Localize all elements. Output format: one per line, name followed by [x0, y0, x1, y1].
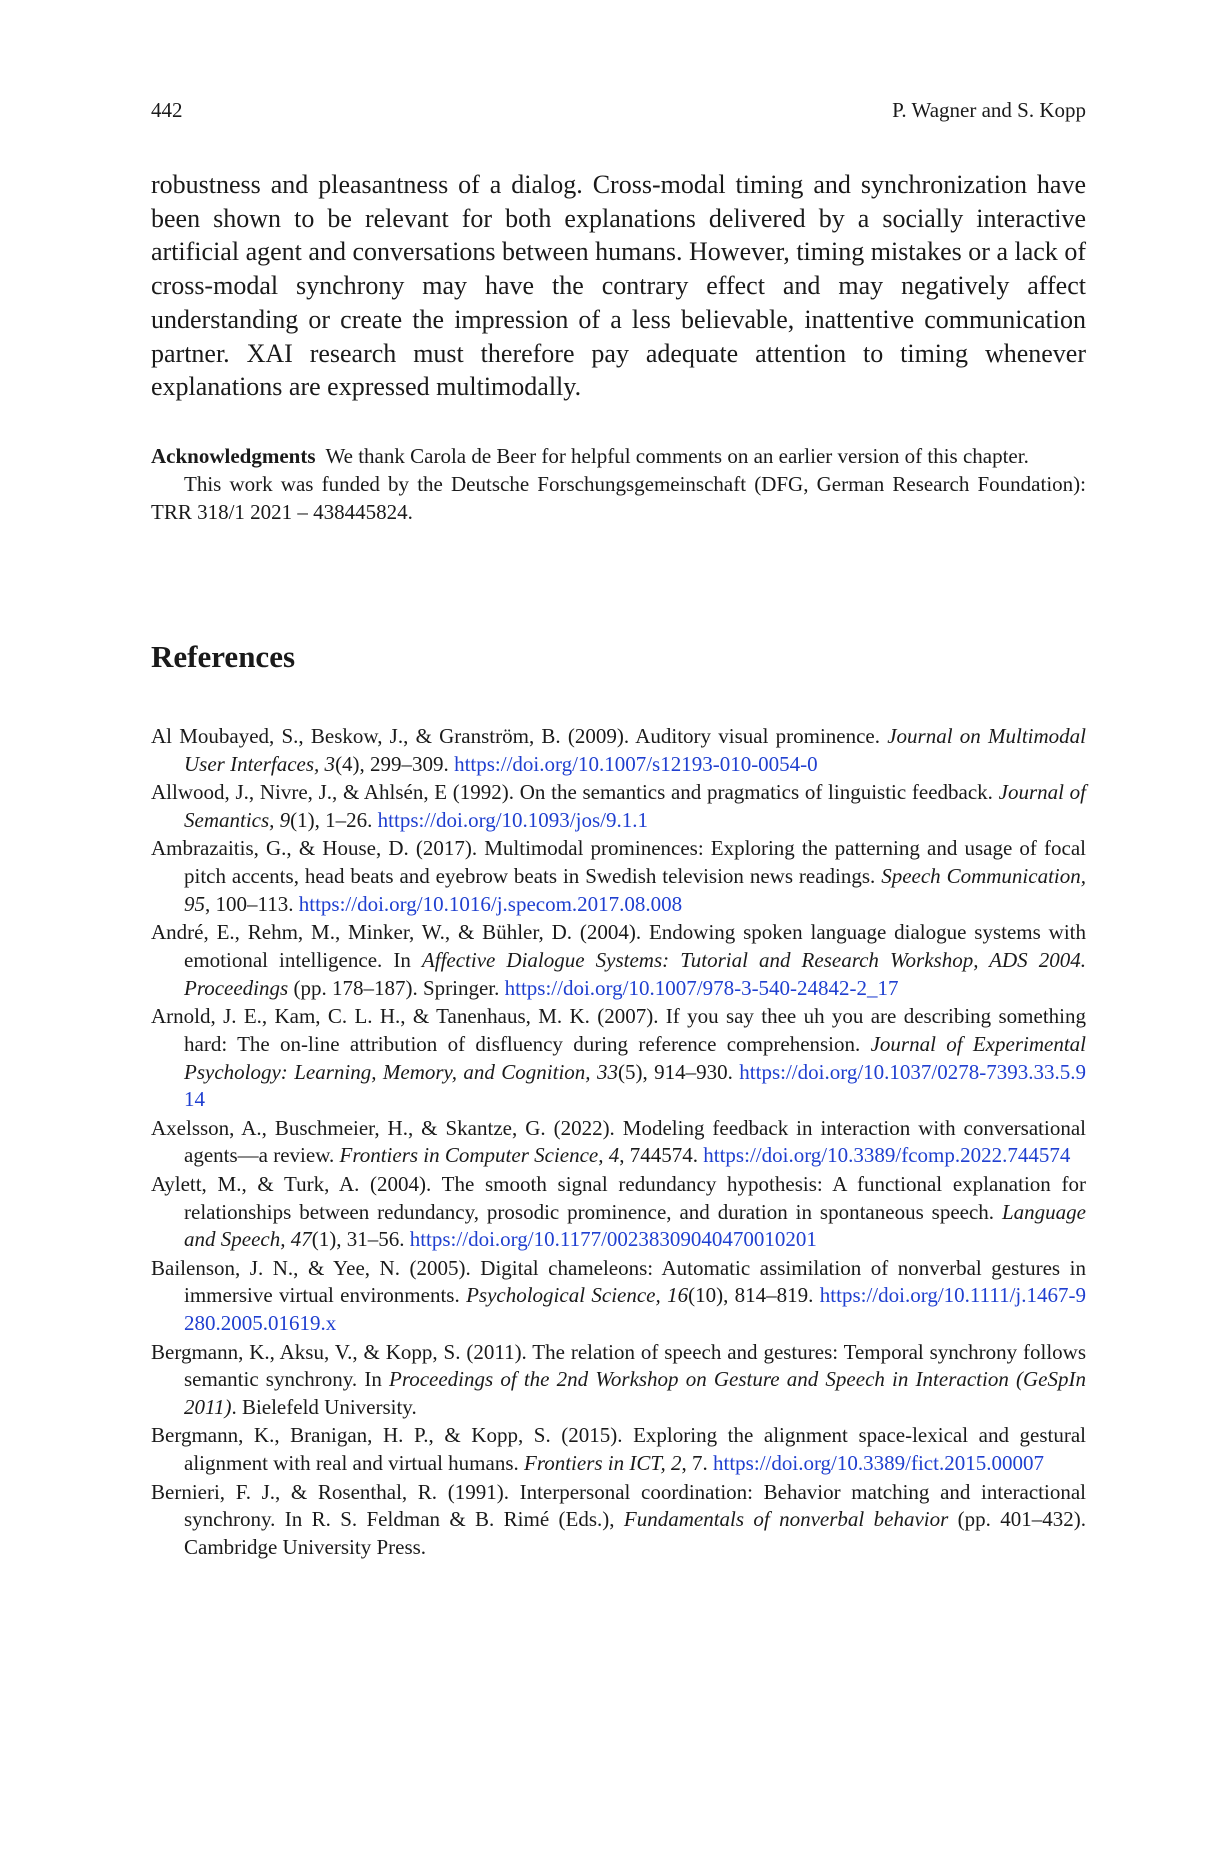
reference-venue: Language and Speech, 47: [184, 1199, 1086, 1252]
reference-pages: , 100–113.: [205, 891, 299, 916]
reference-authors-title: Bailenson, J. N., & Yee, N. (2005). Digital chameleons: Automatic assimilation of nonverbal gestures in immersive virtual environments.: [151, 1255, 1086, 1308]
reference-doi-link[interactable]: https://doi.org/10.3389/fcomp.2022.744574: [703, 1143, 1071, 1168]
reference-item: [151, 1115, 1086, 1171]
reference-doi-link[interactable]: https://doi.org/10.3389/fict.2015.00007: [713, 1451, 1044, 1476]
reference-venue: Journal of Semantics, 9: [184, 780, 1086, 832]
references-list: [151, 723, 1086, 1562]
reference-doi-link[interactable]: https://doi.org/10.1037/0278-7393.33.5.914: [184, 1059, 1086, 1112]
reference-pages: (10), 814–819.: [688, 1283, 820, 1308]
references-heading: References: [151, 639, 296, 674]
acknowledgments-text: We thank Carola de Beer for helpful comments on an earlier version of this chapter.: [325, 444, 1029, 468]
running-head-authors: P. Wagner and S. Kopp: [892, 98, 1086, 122]
reference-authors-title: Allwood, J., Nivre, J., & Ahlsén, E (1992). On the semantics and pragmatics of linguistic feedback.: [151, 780, 999, 805]
reference-venue: Journal on Multimodal User Interfaces, 3: [184, 724, 1086, 776]
reference-authors-title: Axelsson, A., Buschmeier, H., & Skantze, G. (2022). Modeling feedback in interaction with conversational agents—a review.: [151, 1115, 1086, 1168]
reference-doi-link[interactable]: https://doi.org/10.1177/00238309040470010201: [409, 1227, 817, 1252]
reference-venue: Journal of Experimental Psychology: Learning, Memory, and Cognition, 33: [184, 1031, 1086, 1084]
reference-authors-title: Al Moubayed, S., Beskow, J., & Granström, B. (2009). Auditory visual prominence.: [151, 724, 888, 748]
reference-authors-title: Bernieri, F. J., & Rosenthal, R. (1991). Interpersonal coordination: Behavior matching and interactional synchrony. In R. S. Feldman & B. Rimé (Eds.),: [151, 1479, 1086, 1532]
reference-item: [151, 723, 1086, 779]
reference-venue: Speech Communication, 95: [184, 863, 1086, 916]
reference-item: [151, 1171, 1086, 1254]
reference-doi-link[interactable]: https://doi.org/10.1007/s12193-010-0054-0: [454, 751, 818, 776]
reference-authors-title: Bergmann, K., Branigan, H. P., & Kopp, S. (2015). Exploring the alignment space-lexical and gestural alignment with real and virtual humans.: [151, 1423, 1086, 1476]
reference-item: [151, 1422, 1086, 1478]
reference-authors-title: Aylett, M., & Turk, A. (2004). The smooth signal redundancy hypothesis: A functional explanation for relationships between redundancy, prosodic prominence, and duration in spontaneous speech.: [151, 1171, 1086, 1224]
reference-pages: (1), 31–56.: [311, 1227, 410, 1252]
reference-item: [151, 779, 1086, 835]
reference-pages: , 744574.: [619, 1143, 704, 1168]
reference-venue: Proceedings of the 2nd Workshop on Gesture and Speech in Interaction (GeSpIn 2011): [184, 1367, 1086, 1420]
reference-item: [151, 1003, 1086, 1114]
reference-doi-link[interactable]: https://doi.org/10.1111/j.1467-9280.2005.01619.x: [184, 1283, 1086, 1336]
reference-pages: , 7.: [681, 1451, 714, 1476]
reference-pages: . Bielefeld University.: [231, 1395, 417, 1420]
reference-venue: Frontiers in ICT, 2: [524, 1451, 682, 1476]
reference-authors-title: Bergmann, K., Aksu, V., & Kopp, S. (2011). The relation of speech and gestures: Temporal synchrony follows semantic synchrony. In: [151, 1339, 1086, 1392]
reference-authors-title: Arnold, J. E., Kam, C. L. H., & Tanenhaus, M. K. (2007). If you say thee uh you are describing something hard: The on-line attribution of disfluency during reference comprehension.: [151, 1003, 1086, 1056]
reference-doi-link[interactable]: https://doi.org/10.1093/jos/9.1.1: [377, 807, 648, 832]
reference-doi-link[interactable]: https://doi.org/10.1016/j.specom.2017.08.008: [298, 891, 683, 916]
funding-paragraph: This work was funded by the Deutsche Forschungsgemeinschaft (DFG, German Research Foundation): TRR 318/1 2021 – 438445824.: [151, 472, 1086, 524]
reference-venue: Psychological Science, 16: [466, 1283, 689, 1308]
reference-venue: Frontiers in Computer Science, 4: [339, 1143, 620, 1168]
acknowledgments-section: [151, 442, 1086, 526]
body-paragraph: robustness and pleasantness of a dialog. Cross-modal timing and synchronization have been shown to be relevant for both explanations delivered by a socially interactive artificial agent and conversations between humans. However, timing mistakes or a lack of cross-modal synchrony may have the contrary effect and may negatively affect understanding or create the impression of a less believable, inattentive communication partner. XAI research must therefore pay adequate attention to timing whenever explanations are expressed multimodally.: [151, 170, 1086, 402]
reference-pages: (pp. 401–432). Cambridge University Press.: [184, 1507, 1086, 1560]
reference-item: [151, 919, 1086, 1002]
reference-venue: Affective Dialogue Systems: Tutorial and Research Workshop, ADS 2004. Proceedings: [184, 947, 1086, 1000]
page-number: 442: [151, 98, 183, 122]
reference-item: [151, 1479, 1086, 1562]
reference-item: [151, 1255, 1086, 1338]
reference-pages: (4), 299–309.: [335, 751, 455, 776]
acknowledgments-paragraph: [151, 442, 1086, 470]
reference-pages: (5), 914–930.: [617, 1059, 740, 1084]
acknowledgments-label: Acknowledgments: [151, 444, 316, 468]
reference-item: [151, 835, 1086, 918]
reference-authors-title: Ambrazaitis, G., & House, D. (2017). Multimodal prominences: Exploring the patterning and usage of focal pitch accents, head beats and eyebrow beats in Swedish television news readings.: [151, 836, 1086, 888]
reference-pages: (pp. 178–187). Springer.: [288, 975, 505, 1000]
book-page: [151, 0, 1086, 1850]
reference-doi-link[interactable]: https://doi.org/10.1007/978-3-540-24842-2_17: [504, 975, 899, 1000]
reference-authors-title: André, E., Rehm, M., Minker, W., & Bühler, D. (2004). Endowing spoken language dialogue systems with emotional intelligence. In: [151, 920, 1086, 972]
reference-venue: Fundamentals of nonverbal behavior: [623, 1507, 949, 1532]
reference-item: [151, 1339, 1086, 1422]
reference-pages: (1), 1–26.: [290, 807, 378, 832]
